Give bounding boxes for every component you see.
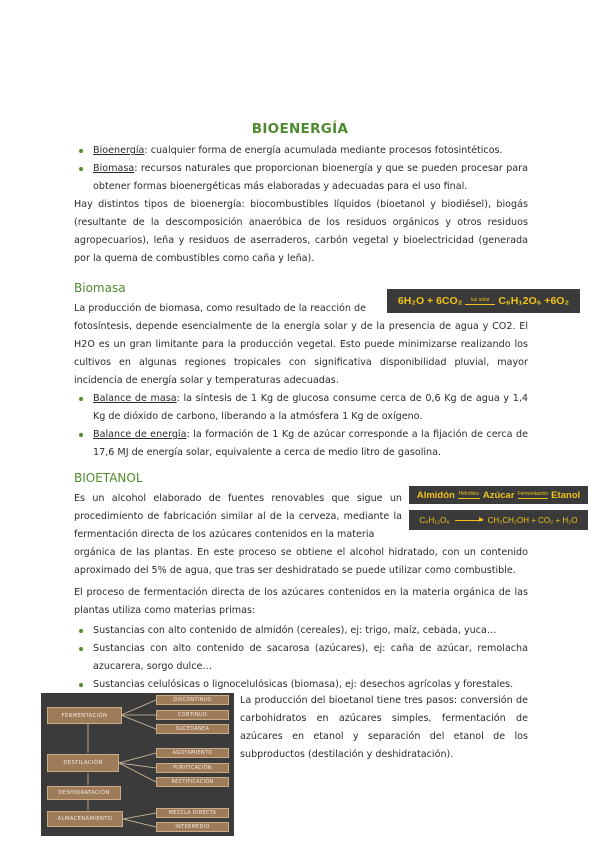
formula-reactants: 6H₂O + 6CO₂: [397, 295, 463, 307]
photosynthesis-formula: [387, 289, 580, 313]
arrow-icon: ▶: [455, 520, 483, 521]
sub-continuo: CONTINUO: [156, 710, 229, 720]
sub-agotamiento: AGOTAMIENTO: [156, 748, 229, 758]
bioetanol-paragraph: El proceso de fermentación directa de los azúcares contenidos en la materia orgánica de las plantas utiliza como materias primas:: [74, 587, 528, 616]
page-title: BIOENERGÍA: [251, 121, 349, 137]
section-heading-bioetanol: BIOETANOL: [74, 471, 143, 485]
formula-products: C₆H₁2O₆ +6O₂: [498, 295, 570, 307]
intro-paragraph: Hay distintos tipos de bioenergía: biocombustibles líquidos (bioetanol y biodiésel), biogás (resultante de la descomposición anaeróbica de los residuos orgánicos y otros residuos agropecuarios), leña y residuos de aserraderos, carbón vegetal y bioelectricidad (generada por la quema de combustibles como caña y leña).: [74, 199, 528, 264]
biomasa-bullet-list: [74, 390, 528, 462]
term-balance-energia: Balance de energía: [93, 429, 187, 440]
process-diagram: [41, 693, 234, 836]
list-item: Sustancias celulósicas o lignocelulósicas (biomasa), ej: desechos agrícolas y forestales.: [74, 676, 528, 694]
sub-intermedio: INTERMEDIO: [156, 822, 229, 832]
definition-text: : recursos naturales que proporcionan bioenergía y que se pueden procesar para obtener formas bioenergéticas más elaboradas y adecuadas para el uso final.: [93, 163, 528, 192]
step-almacenamiento: ALMACENAMIENTO: [47, 811, 123, 827]
list-item: [74, 160, 528, 196]
biomasa-paragraph: fotosíntesis, depende esencialmente de la energía solar y de la presencia de agua y CO2. El H2O es un gran limitante para la producción vegetal. Esto puede minimizarse realizando los cultivos en algunas regiones tropicales con significativa disponibilidad pluvial, mayor incidencia de energía solar y temperaturas adecuadas.: [74, 321, 528, 386]
section-heading-biomasa: Biomasa: [74, 281, 126, 295]
arrow-label: Hidrólisis: [458, 491, 479, 497]
list-item: Sustancias con alto contenido de sacarosa (azúcares), ej: caña de azúcar, remolacha azucarera, sorgo dulce…: [74, 640, 528, 676]
bullet-text: : la síntesis de 1 Kg de glucosa consume cerca de 0,6 Kg de agua y 1,4 Kg de dióxido de carbono, liberando a la atmósfera 1 Kg de oxígeno.: [93, 393, 528, 422]
term-biomasa: Biomasa: [93, 163, 135, 174]
formula-azucar: Azúcar: [482, 489, 515, 501]
list-item: [74, 142, 528, 160]
biomasa-section: [74, 300, 528, 462]
bullet-text: : la formación de 1 Kg de azúcar corresponde a la fijación de cerca de 17,6 MJ de energía solar, equivalente a cerca de medio litro de gasolina.: [93, 429, 528, 458]
sub-rectificacion: RECTIFICACIÓN: [156, 777, 229, 787]
fermentation-formula: [409, 510, 588, 530]
definition-text: : cualquier forma de energía acumulada mediante procesos fotosintéticos.: [144, 145, 503, 156]
sub-purificacion: PURIFICACIÓN: [156, 763, 229, 773]
arrow-label: Fermentación: [517, 491, 549, 497]
intro-bullet-list: [74, 142, 528, 196]
step-deshidratacion: DESHIDRATACIÓN: [47, 786, 121, 800]
biomasa-lead: La producción de biomasa, como resultado de la reacción de: [74, 303, 367, 314]
formula-glucose: C₆H₁₂O₆: [419, 515, 450, 525]
term-bioenergia: Bioenergía: [93, 145, 145, 156]
list-item: [74, 390, 528, 426]
formula-arrow: [518, 491, 549, 499]
sub-mezcla-directa: MEZCLA DIRECTA: [156, 808, 229, 818]
formula-arrow: [465, 297, 495, 305]
step-fermentacion: FERMENTACIÓN: [47, 707, 122, 724]
bioetanol-lead-cont: orgánica de las plantas. En este proceso se obtiene el alcohol hidratado, con un contenido aproximado del 5% de agua, que tras ser deshidratado se puede utilizar como combustible.: [74, 547, 528, 576]
formula-arrow: [458, 491, 480, 499]
list-item: Sustancias con alto contenido de almidón (cereales), ej: trigo, maíz, cebada, yuca…: [74, 622, 528, 640]
sub-discontinuo: DISCONTINUO: [156, 695, 229, 705]
bioetanol-lead: Es un alcohol elaborado de fuentes renovables que sigue un procedimiento de fabricación similar al de la cerveza, mediante la fermentación directa de los azúcares contenidos en la materia: [74, 493, 402, 540]
raw-materials-list: [74, 622, 528, 694]
production-steps-text: La producción del bioetanol tiene tres pasos: conversión de carbohidratos en azúcares simples, fermentación de azúcares en etanol y separación del etanol de los subproductos (destilación y deshidratación).: [240, 695, 528, 760]
step-destilacion: DESTILACIÓN: [47, 754, 119, 772]
intro-section: [74, 142, 528, 268]
arrow-label: luz solar: [471, 297, 490, 303]
ethanol-process-formula: [409, 486, 588, 504]
formula-ethanol-products: CH₃CH₂OH + CO₂ + H₂O: [487, 515, 578, 525]
formula-almidon: Almidón: [416, 489, 455, 501]
term-balance-masa: Balance de masa: [93, 393, 177, 404]
sub-sucedanea: SUCEDÁNEA: [156, 724, 229, 734]
list-item: [74, 426, 528, 462]
formula-etanol: Etanol: [551, 489, 581, 501]
